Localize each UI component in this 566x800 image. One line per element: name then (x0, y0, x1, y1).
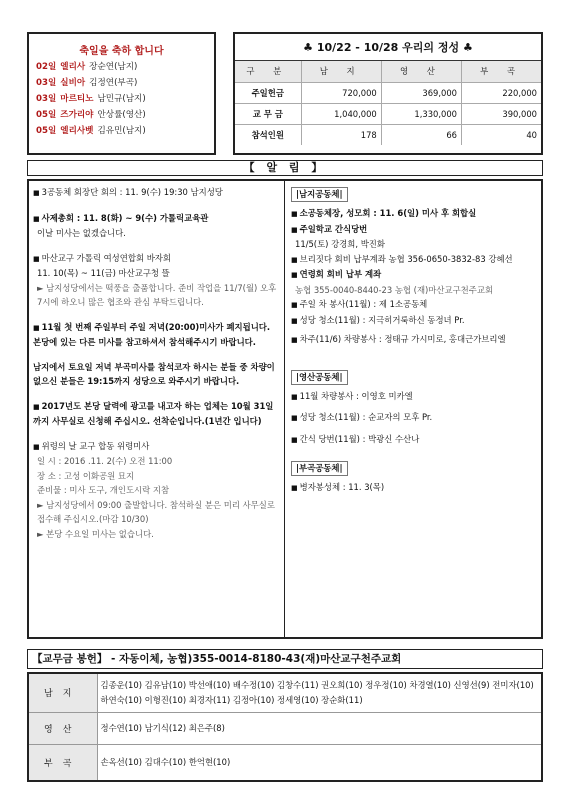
column-header: 영 산 (381, 61, 461, 82)
notice-item: ■ 2017년도 본당 달력에 광고를 내고자 하는 업체는 10월 31일 까지 사무실로 신청해 주십시오. 선착순입니다.(1년간 입니다) (33, 400, 274, 426)
table-row (235, 82, 541, 103)
feast-saint: 즈가리야 (60, 110, 94, 120)
bullet-icon: ■ (291, 336, 298, 344)
feast-title: 축일을 축하 합니다 (79, 46, 164, 57)
notice-item: ■ 소공동체장, 성모회 : 11. 6(일) 미사 후 회합실 (291, 208, 477, 218)
bullet-icon: ■ (291, 484, 298, 492)
column-header: 구 분 (235, 61, 301, 82)
feast-people: 남민규(남지) (97, 94, 146, 104)
community-heading: |영산공동체| (291, 370, 348, 385)
notice-item: ■ 11월 첫 번째 주일부터 주일 저녁(20:00)미사가 폐지됩니다. 본당에 있는 다른 미사를 참고하셔서 참석해주시기 바랍니다. (33, 321, 271, 347)
feast-saint: 엘리사벳 (60, 126, 94, 136)
notice-box (27, 179, 543, 639)
donor-table-box (27, 672, 543, 782)
notice-left-column (33, 185, 281, 541)
bullet-icon: ■ (291, 225, 298, 234)
community-heading: |남지공동체| (291, 187, 348, 202)
cell-value: 220,000 (462, 82, 542, 103)
notice-item-detail: 이날 미사는 없겠습니다. (37, 228, 126, 238)
donor-names: 정수연(10) 남기식(12) 최은주(8) (97, 712, 541, 744)
notice-item: ■ 위령의 날 교구 합동 위령미사 (33, 440, 150, 451)
offering-box (233, 32, 543, 155)
table-row (235, 103, 541, 124)
notice-item-detail: 일 시 : 2016 .11. 2(수) 오전 11:00 (37, 456, 173, 466)
tithe-account-line: 【교무금 봉헌】 - 자동이체, 농협)355-0014-8180-43(재)마산교구천주교회 (27, 649, 543, 669)
notice-item: ■ 마산교구 가톨릭 여성연합회 바자회 (33, 252, 171, 263)
community-heading: |부곡공동체| (291, 461, 348, 476)
column-header: 부 곡 (462, 61, 542, 82)
feast-people: 김유민(남지) (97, 126, 146, 136)
notice-item-detail: ► 남지성당에서는 떡풍을 출품합니다. 준비 작업을 11/7(월) 오후 7시에 하오니 많은 협조와 관심 부탁드립니다. (37, 282, 277, 307)
feast-saint: 엘리사 (60, 62, 86, 72)
feast-row (29, 76, 214, 92)
feast-row (29, 108, 214, 124)
bullet-icon: ■ (291, 301, 298, 309)
feast-row (29, 92, 214, 108)
bullet-icon: ■ (33, 402, 40, 411)
offering-table (235, 61, 541, 145)
feast-saint: 실비아 (60, 78, 86, 88)
column-divider (284, 181, 285, 637)
feast-day-box (27, 32, 216, 155)
bullet-icon: ■ (33, 189, 40, 197)
feast-day: 03일 (36, 78, 57, 88)
feast-row (29, 124, 214, 140)
bullet-icon: ■ (291, 210, 298, 218)
cell-value: 1,330,000 (381, 103, 461, 124)
bullet-icon: ■ (33, 442, 40, 451)
notice-header: 【 알 림 】 (27, 160, 543, 176)
notice-item: ■ 성당 청소(11월) : 순교자의 모후 Pr. (291, 412, 433, 422)
row-label: 교 무 금 (235, 103, 301, 124)
notice-right-column (291, 185, 541, 496)
row-label: 영산 (29, 712, 97, 744)
notice-item-detail: 11/5(토) 강경희, 박진화 (295, 239, 385, 249)
feast-people: 김정연(부곡) (89, 78, 138, 88)
donor-names: 손옥선(10) 김대수(10) 한억현(10) (100, 756, 231, 767)
cell-value: 1,040,000 (301, 103, 381, 124)
table-row (29, 674, 541, 712)
notice-item: ■ 주일학교 간식당번 (291, 223, 368, 234)
notice-item: ■ 브리짓다 회비 납부계좌 농협 356-0650-3832-83 강혜선 (291, 253, 513, 264)
notice-item-detail: ► 남지성당에서 09:00 출발합니다. 참석하실 분은 미리 사무실로 접수해 주십시오.(마감 10/30) (37, 499, 275, 524)
bullet-icon: ■ (33, 214, 40, 223)
donor-table (29, 674, 541, 780)
bullet-icon: ■ (33, 323, 40, 332)
feast-day: 05일 (36, 126, 57, 136)
cell-value: 720,000 (301, 82, 381, 103)
notice-item: ■ 11월 차량봉사 : 이영호 미카엘 (291, 390, 413, 401)
row-label: 부곡 (29, 744, 97, 780)
bullet-icon: ■ (291, 316, 298, 325)
table-row (29, 712, 541, 744)
notice-item: ■ 차주(11/6) 차량봉사 : 정태규 가시미로, 홍대근가브리엘 (291, 334, 506, 344)
bullet-icon: ■ (291, 392, 298, 401)
cell-value: 390,000 (462, 103, 542, 124)
row-label: 주일헌금 (235, 82, 301, 103)
cell-value: 369,000 (381, 82, 461, 103)
notice-item: ■ 3공동체 회장단 회의 : 11. 9(수) 19:30 남지성당 (33, 187, 223, 197)
notice-item: ■ 사제총회 : 11. 8(화) ~ 9(수) 가톨릭교육관 (33, 212, 209, 223)
notice-item: ■ 연령회 회비 납부 계좌 (291, 269, 382, 279)
notice-item: ■ 병자봉성체 : 11. 3(목) (291, 482, 385, 492)
column-header: 남 지 (301, 61, 381, 82)
offering-header-row (235, 61, 541, 82)
feast-saint: 마르티노 (60, 94, 94, 104)
notice-item-detail: 11. 10(목) ~ 11(금) 마산교구청 뜰 (37, 268, 170, 278)
bullet-icon: ■ (33, 254, 40, 263)
feast-day: 05일 (36, 110, 57, 120)
feast-day: 03일 (36, 94, 57, 104)
row-label: 참석인원 (251, 129, 284, 140)
notice-item: 남지에서 토요일 저녁 부곡미사를 참석코자 하시는 분들 중 차량이 없으신 분들은 19:15까지 성당으로 와주시기 바랍니다. (33, 361, 275, 386)
bullet-icon: ■ (291, 255, 298, 264)
table-row (29, 744, 541, 780)
notice-item: ■ 주일 차 봉사(11월) : 제 1소공동체 (291, 299, 428, 309)
cell-value: 66 (381, 124, 461, 145)
notice-item-detail: ► 본당 수요일 미사는 없습니다. (37, 528, 154, 539)
notice-item: ■ 성당 청소(11월) : 지극히거룩하신 동정녀 Pr. (291, 314, 465, 325)
feast-row (29, 60, 214, 76)
feast-day: 02일 (36, 62, 57, 72)
notice-item: ■ 간식 당번(11월) : 박광신 수산나 (291, 433, 420, 444)
feast-people: 안상률(영산) (97, 110, 146, 120)
cell-value: 40 (462, 124, 542, 145)
bullet-icon: ■ (291, 435, 298, 444)
feast-people: 장순연(남지) (89, 62, 138, 72)
notice-item-detail: 장 소 : 고성 이화공원 묘지 (37, 470, 135, 481)
bullet-icon: ■ (291, 414, 298, 422)
notice-item-detail: 준비물 : 미사 도구, 개인도시락 지참 (37, 485, 170, 495)
row-label: 남지 (29, 674, 97, 712)
table-row (235, 124, 541, 145)
donor-names: 김종운(10) 김유남(10) 박선애(10) 배수정(10) 김창수(11) 권오희(10) 정우정(10) 차경열(10) 신영선(9) 전미자(10) 하연숙(10) 이형진(10) 최경자(11) 김정아(10) 정세영(10) 장순화(11) (97, 674, 541, 712)
cell-value: 178 (301, 124, 381, 145)
offering-title: ♣ 10/22 - 10/28 우리의 정성 ♣ (235, 34, 541, 61)
bullet-icon: ■ (291, 271, 298, 279)
notice-item-detail: 농협 355-0040-8440-23 농협 (재)마산교구천주교회 (295, 284, 494, 295)
